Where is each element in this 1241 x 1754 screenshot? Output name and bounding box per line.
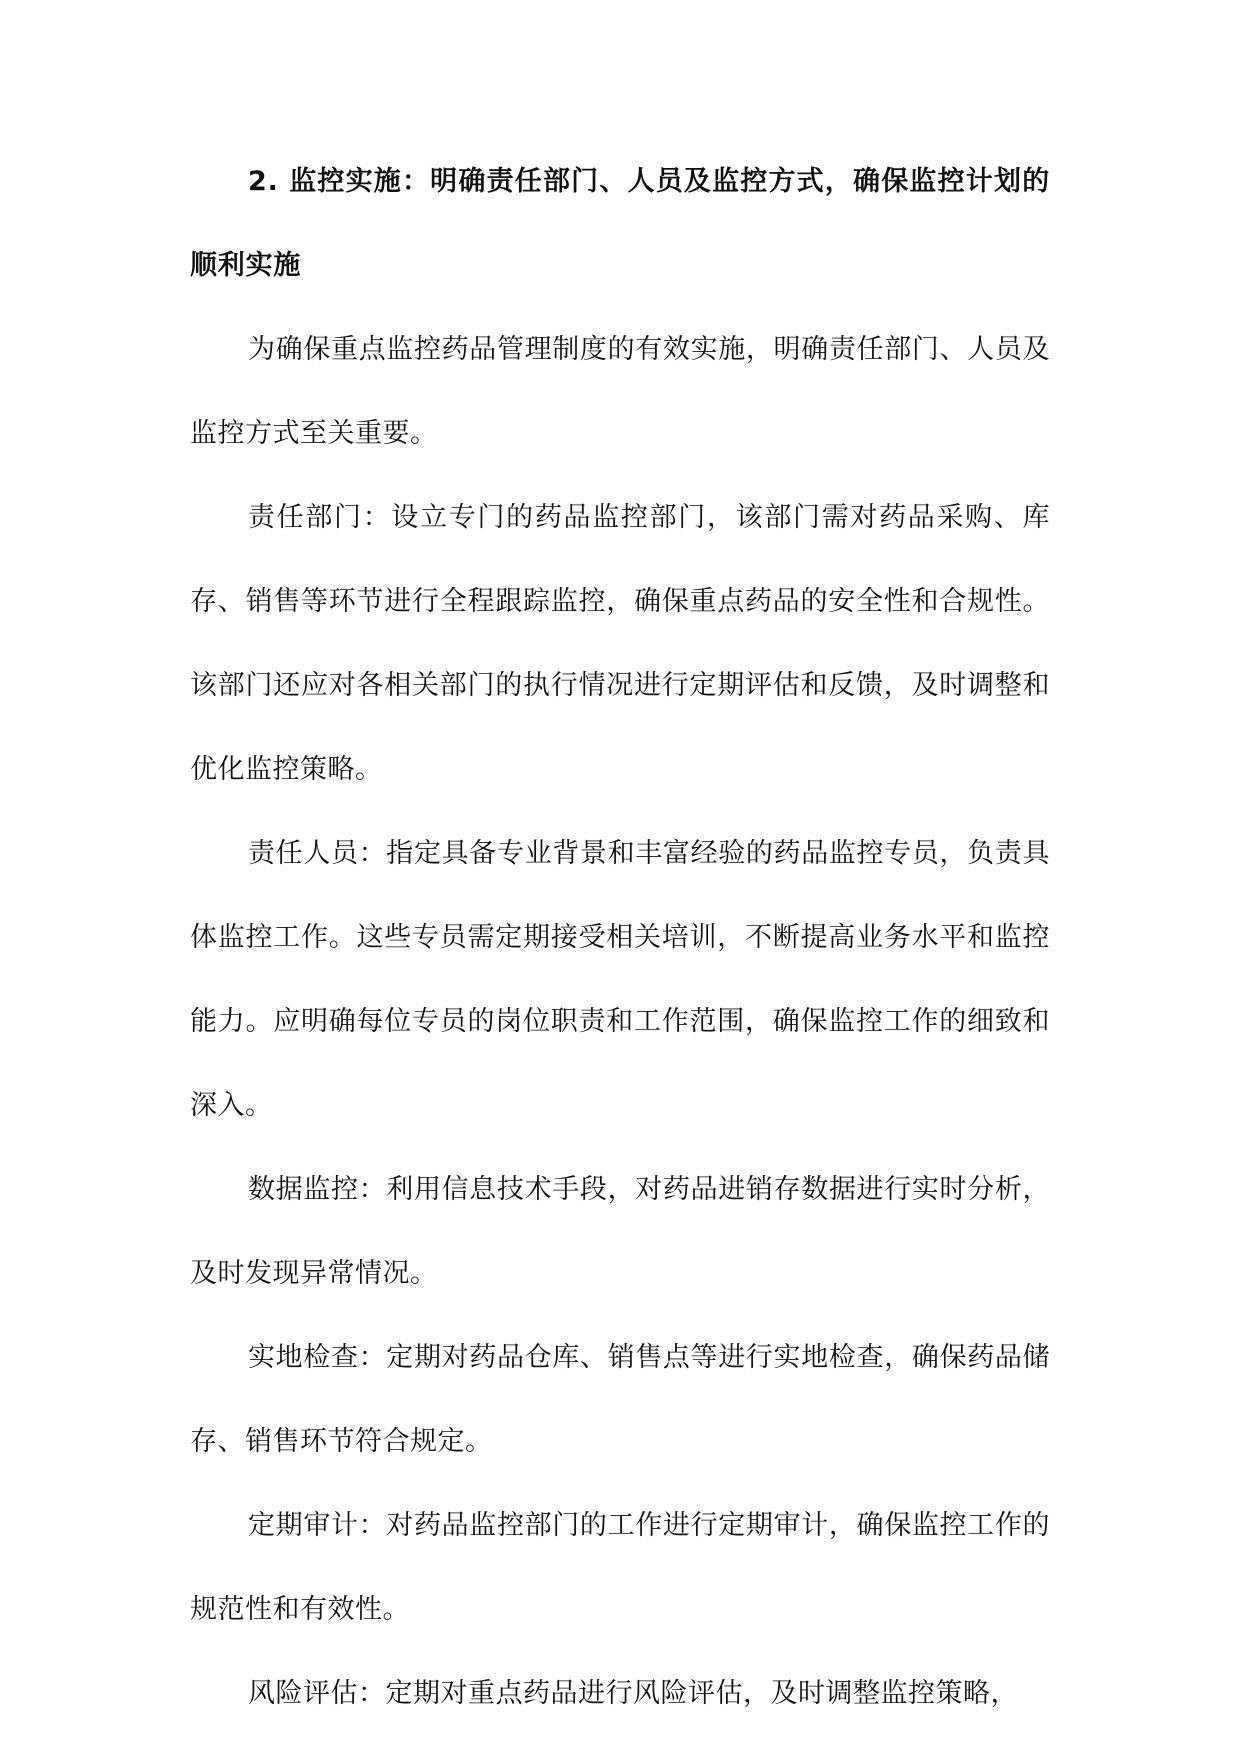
paragraph-risk-assessment: 风险评估：定期对重点药品进行风险评估，及时调整监控策略， (248, 1678, 1018, 1709)
paragraph-responsible-personnel: 责任人员：指定具备专业背景和丰富经验的药品监控专员，负责具体监控工作。这些专员需定期接受相关培训，不断提高业务水平和监控能力。应明确每位专员的岗位职责和工作范围，确保监控工作的细致和深入。 (190, 838, 1050, 1121)
paragraph-data-monitoring: 数据监控：利用信息技术手段，对药品进销存数据进行实时分析，及时发现异常情况。 (190, 1174, 1050, 1289)
document-body (190, 140, 1050, 1736)
section-heading: 2. 监控实施：明确责任部门、人员及监控方式，确保监控计划的顺利实施 (190, 166, 1050, 281)
paragraph-intro: 为确保重点监控药品管理制度的有效实施，明确责任部门、人员及监控方式至关重要。 (190, 334, 1050, 449)
paragraph-responsible-department: 责任部门：设立专门的药品监控部门，该部门需对药品采购、库存、销售等环节进行全程跟踪监控，确保重点药品的安全性和合规性。该部门还应对各相关部门的执行情况进行定期评估和反馈，及时调整和优化监控策略。 (190, 502, 1050, 785)
paragraph-field-inspection: 实地检查：定期对药品仓库、销售点等进行实地检查，确保药品储存、销售环节符合规定。 (190, 1342, 1050, 1457)
paragraph-periodic-audit: 定期审计：对药品监控部门的工作进行定期审计，确保监控工作的规范性和有效性。 (190, 1510, 1050, 1625)
